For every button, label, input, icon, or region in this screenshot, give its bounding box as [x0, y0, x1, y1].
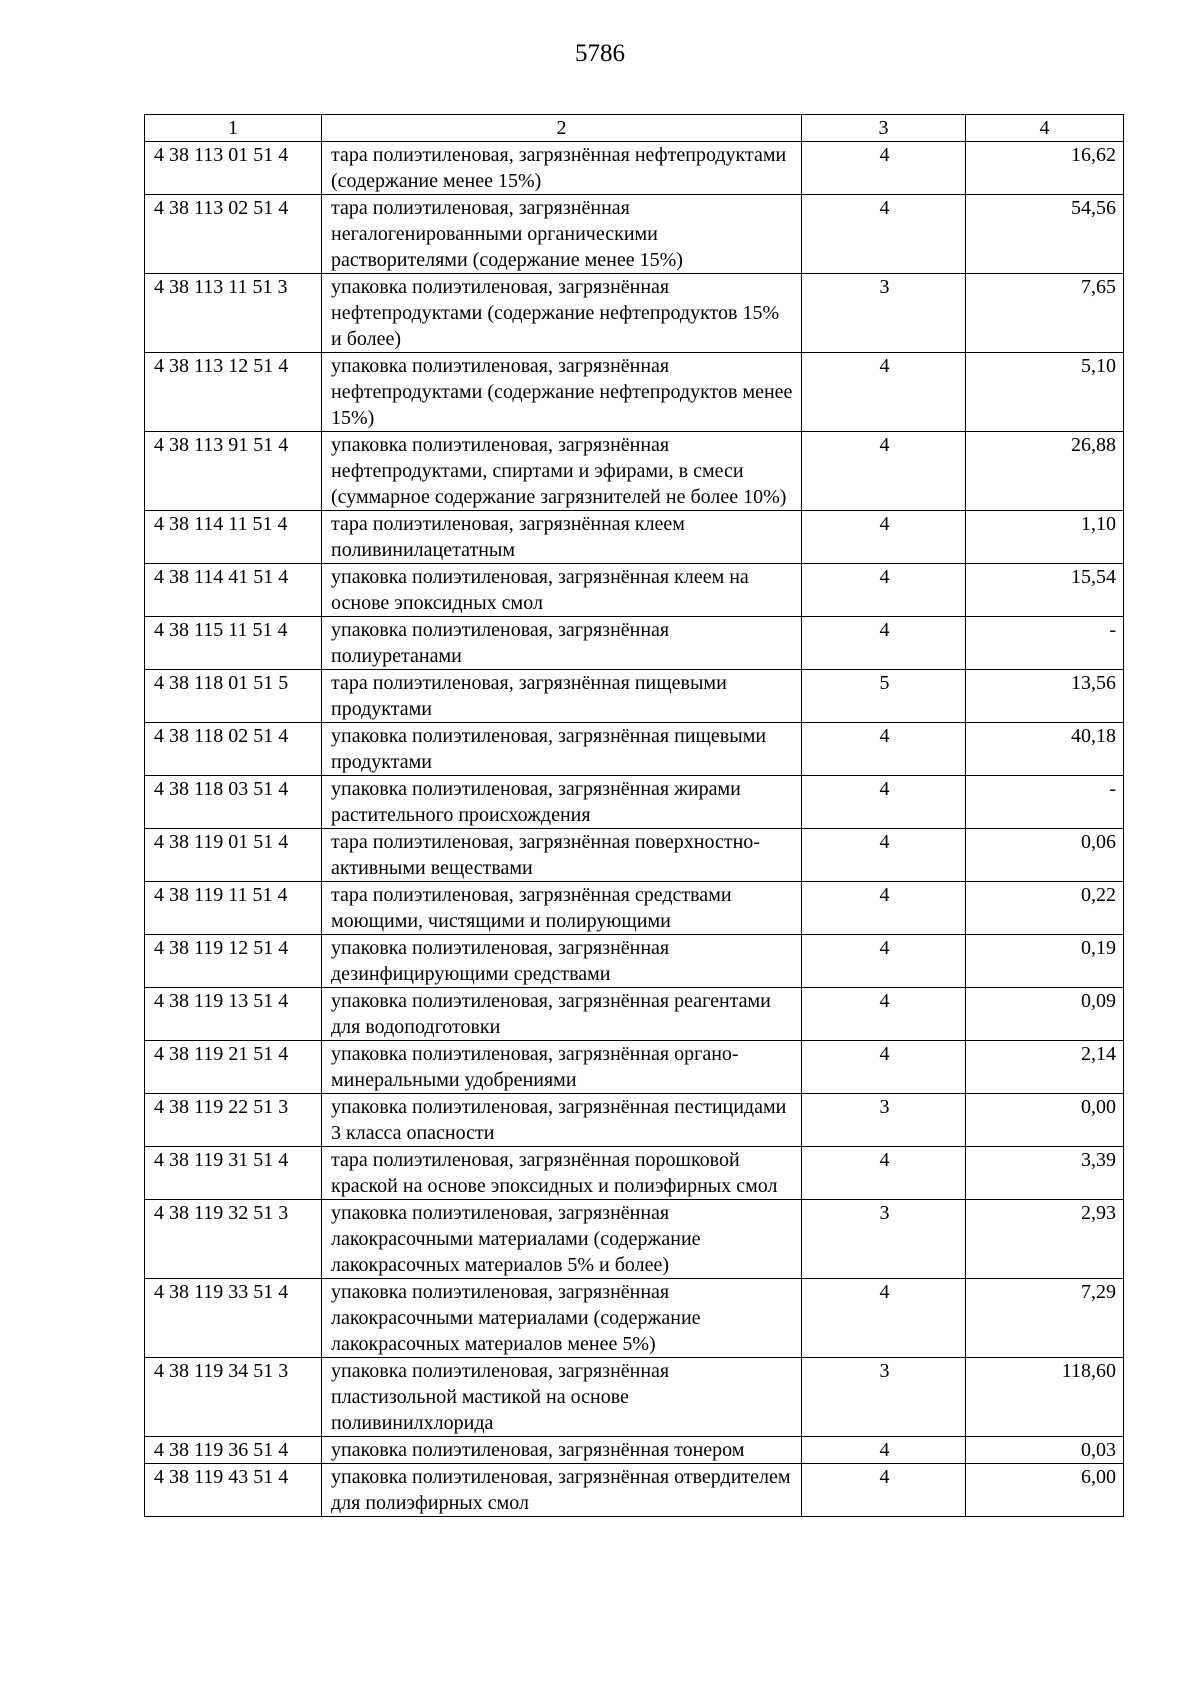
hazard-class-cell: 4	[802, 142, 966, 195]
hazard-class-cell: 5	[802, 670, 966, 723]
value-cell: 15,54	[966, 564, 1124, 617]
value-cell: -	[966, 776, 1124, 829]
value-cell: 7,65	[966, 274, 1124, 353]
value-cell: 1,10	[966, 511, 1124, 564]
value-cell: 0,03	[966, 1437, 1124, 1464]
hazard-class-cell: 4	[802, 988, 966, 1041]
code-cell: 4 38 119 22 51 3	[145, 1094, 322, 1147]
table-row	[145, 935, 1124, 988]
hazard-class-cell: 4	[802, 1279, 966, 1358]
table-row	[145, 195, 1124, 274]
code-cell: 4 38 119 12 51 4	[145, 935, 322, 988]
description-cell: тара полиэтиленовая, загрязнённая клеем поливинилацетатным	[322, 511, 802, 564]
table-row	[145, 1279, 1124, 1358]
hazard-class-cell: 4	[802, 511, 966, 564]
description-cell: упаковка полиэтиленовая, загрязнённая отвердителем для полиэфирных смол	[322, 1464, 802, 1517]
value-cell: 0,06	[966, 829, 1124, 882]
header-row	[145, 115, 1124, 142]
code-cell: 4 38 119 33 51 4	[145, 1279, 322, 1358]
hazard-class-cell: 4	[802, 1147, 966, 1200]
code-cell: 4 38 118 01 51 5	[145, 670, 322, 723]
value-cell: 13,56	[966, 670, 1124, 723]
code-cell: 4 38 119 01 51 4	[145, 829, 322, 882]
code-cell: 4 38 115 11 51 4	[145, 617, 322, 670]
code-cell: 4 38 113 12 51 4	[145, 353, 322, 432]
description-cell: упаковка полиэтиленовая, загрязнённая жирами растительного происхождения	[322, 776, 802, 829]
hazard-class-cell: 4	[802, 564, 966, 617]
code-cell: 4 38 118 03 51 4	[145, 776, 322, 829]
code-cell: 4 38 113 01 51 4	[145, 142, 322, 195]
hazard-class-cell: 3	[802, 1358, 966, 1437]
table-row	[145, 1464, 1124, 1517]
table-body	[145, 142, 1124, 1517]
header-col-2: 2	[322, 115, 802, 142]
table-row	[145, 353, 1124, 432]
description-cell: упаковка полиэтиленовая, загрязнённая нефтепродуктами (содержание нефтепродуктов 15% и более)	[322, 274, 802, 353]
description-cell: упаковка полиэтиленовая, загрязнённая пластизольной мастикой на основе поливинилхлорида	[322, 1358, 802, 1437]
table-row	[145, 564, 1124, 617]
table-row	[145, 142, 1124, 195]
table-row	[145, 511, 1124, 564]
code-cell: 4 38 119 31 51 4	[145, 1147, 322, 1200]
table-row	[145, 882, 1124, 935]
hazard-class-cell: 4	[802, 882, 966, 935]
hazard-class-cell: 4	[802, 432, 966, 511]
table-row	[145, 829, 1124, 882]
description-cell: упаковка полиэтиленовая, загрязнённая клеем на основе эпоксидных смол	[322, 564, 802, 617]
hazard-class-cell: 4	[802, 776, 966, 829]
code-cell: 4 38 113 02 51 4	[145, 195, 322, 274]
table-row	[145, 1200, 1124, 1279]
description-cell: тара полиэтиленовая, загрязнённая порошковой краской на основе эпоксидных и полиэфирных смол	[322, 1147, 802, 1200]
table-row	[145, 274, 1124, 353]
header-col-3: 3	[802, 115, 966, 142]
code-cell: 4 38 113 11 51 3	[145, 274, 322, 353]
hazard-class-cell: 4	[802, 723, 966, 776]
description-cell: тара полиэтиленовая, загрязнённая поверхностно-активными веществами	[322, 829, 802, 882]
value-cell: 118,60	[966, 1358, 1124, 1437]
value-cell: 2,14	[966, 1041, 1124, 1094]
table-row	[145, 776, 1124, 829]
value-cell: 26,88	[966, 432, 1124, 511]
value-cell: 40,18	[966, 723, 1124, 776]
value-cell: 5,10	[966, 353, 1124, 432]
value-cell: 54,56	[966, 195, 1124, 274]
value-cell: 6,00	[966, 1464, 1124, 1517]
table-row	[145, 1437, 1124, 1464]
value-cell: 3,39	[966, 1147, 1124, 1200]
description-cell: тара полиэтиленовая, загрязнённая негалогенированными органическими растворителями (содержание менее 15%)	[322, 195, 802, 274]
hazard-class-cell: 4	[802, 829, 966, 882]
description-cell: упаковка полиэтиленовая, загрязнённая лакокрасочными материалами (содержание лакокрасочных материалов 5% и более)	[322, 1200, 802, 1279]
hazard-class-cell: 4	[802, 353, 966, 432]
code-cell: 4 38 119 21 51 4	[145, 1041, 322, 1094]
table-row	[145, 670, 1124, 723]
hazard-class-cell: 4	[802, 1464, 966, 1517]
hazard-class-cell: 4	[802, 1041, 966, 1094]
hazard-class-cell: 4	[802, 617, 966, 670]
code-cell: 4 38 113 91 51 4	[145, 432, 322, 511]
code-cell: 4 38 119 13 51 4	[145, 988, 322, 1041]
hazard-class-cell: 3	[802, 1200, 966, 1279]
value-cell: 0,09	[966, 988, 1124, 1041]
code-cell: 4 38 119 32 51 3	[145, 1200, 322, 1279]
table-row	[145, 1358, 1124, 1437]
hazard-class-cell: 4	[802, 195, 966, 274]
description-cell: упаковка полиэтиленовая, загрязнённая нефтепродуктами (содержание нефтепродуктов менее 15%)	[322, 353, 802, 432]
code-cell: 4 38 114 11 51 4	[145, 511, 322, 564]
page-number: 5786	[575, 40, 625, 67]
value-cell: -	[966, 617, 1124, 670]
description-cell: упаковка полиэтиленовая, загрязнённая тонером	[322, 1437, 802, 1464]
code-cell: 4 38 119 43 51 4	[145, 1464, 322, 1517]
value-cell: 0,00	[966, 1094, 1124, 1147]
table-row	[145, 432, 1124, 511]
description-cell: упаковка полиэтиленовая, загрязнённая нефтепродуктами, спиртами и эфирами, в смеси (суммарное содержание загрязнителей не более 10%)	[322, 432, 802, 511]
description-cell: упаковка полиэтиленовая, загрязнённая дезинфицирующими средствами	[322, 935, 802, 988]
description-cell: тара полиэтиленовая, загрязнённая пищевыми продуктами	[322, 670, 802, 723]
code-cell: 4 38 119 34 51 3	[145, 1358, 322, 1437]
description-cell: упаковка полиэтиленовая, загрязнённая реагентами для водоподготовки	[322, 988, 802, 1041]
code-cell: 4 38 118 02 51 4	[145, 723, 322, 776]
code-cell: 4 38 119 11 51 4	[145, 882, 322, 935]
description-cell: упаковка полиэтиленовая, загрязнённая пищевыми продуктами	[322, 723, 802, 776]
table-row	[145, 1147, 1124, 1200]
description-cell: упаковка полиэтиленовая, загрязнённая полиуретанами	[322, 617, 802, 670]
table-row	[145, 988, 1124, 1041]
table-header	[145, 115, 1124, 142]
code-cell: 4 38 114 41 51 4	[145, 564, 322, 617]
description-cell: тара полиэтиленовая, загрязнённая средствами моющими, чистящими и полирующими	[322, 882, 802, 935]
header-col-1: 1	[145, 115, 322, 142]
hazard-class-cell: 4	[802, 935, 966, 988]
value-cell: 0,22	[966, 882, 1124, 935]
description-cell: упаковка полиэтиленовая, загрязнённая пестицидами 3 класса опасности	[322, 1094, 802, 1147]
value-cell: 0,19	[966, 935, 1124, 988]
waste-table	[144, 114, 1124, 1517]
code-cell: 4 38 119 36 51 4	[145, 1437, 322, 1464]
value-cell: 7,29	[966, 1279, 1124, 1358]
table-row	[145, 723, 1124, 776]
description-cell: упаковка полиэтиленовая, загрязнённая органо-минеральными удобрениями	[322, 1041, 802, 1094]
hazard-class-cell: 4	[802, 1437, 966, 1464]
table-row	[145, 1041, 1124, 1094]
hazard-class-cell: 3	[802, 1094, 966, 1147]
value-cell: 16,62	[966, 142, 1124, 195]
table-row	[145, 617, 1124, 670]
hazard-class-cell: 3	[802, 274, 966, 353]
header-col-4: 4	[966, 115, 1124, 142]
description-cell: упаковка полиэтиленовая, загрязнённая лакокрасочными материалами (содержание лакокрасочных материалов менее 5%)	[322, 1279, 802, 1358]
description-cell: тара полиэтиленовая, загрязнённая нефтепродуктами (содержание менее 15%)	[322, 142, 802, 195]
table-row	[145, 1094, 1124, 1147]
value-cell: 2,93	[966, 1200, 1124, 1279]
